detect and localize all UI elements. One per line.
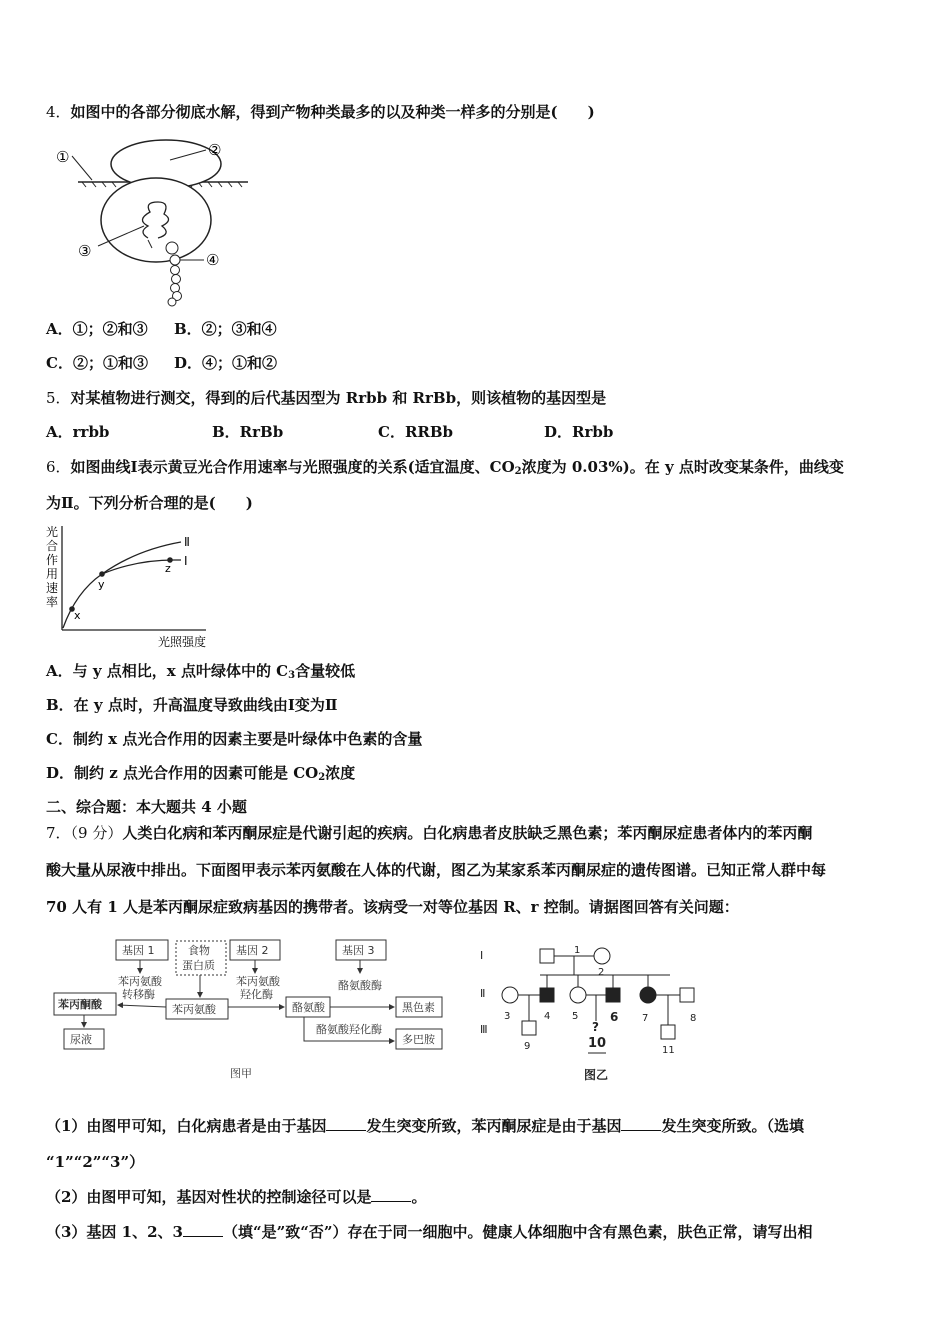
fig-b-n10: 10 bbox=[588, 1036, 607, 1051]
fig-a-melanin: 黑色素 bbox=[402, 1001, 435, 1014]
fig-b-gen-3: Ⅲ bbox=[480, 1023, 488, 1036]
q6-stem-part-2: 浓度为 0.03%)。在 y 点时改变某条件，曲线变 bbox=[521, 458, 844, 476]
q6-option-c[interactable]: C．制约 x 点光合作用的因素主要是叶绿体中色素的含量 bbox=[46, 730, 423, 748]
q7-sub-3-text-a: （3）基因 1、2、3 bbox=[46, 1223, 183, 1241]
fig-a-ppa: 苯丙酮酸 bbox=[58, 998, 102, 1011]
q6-label-curve-1: Ⅰ bbox=[184, 554, 188, 568]
section-heading: 二、综合题：本大题共 4 小题 bbox=[46, 798, 247, 816]
q4-options-row-1 bbox=[46, 319, 277, 339]
q5-option-c[interactable]: C．RRBb bbox=[378, 423, 454, 441]
q5-option-a[interactable]: A．rrbb bbox=[46, 423, 110, 441]
q7-sub-2-text-a: （2）由图甲可知，基因对性状的控制途径可以是 bbox=[46, 1188, 372, 1206]
q6-ylabel-char: 光 bbox=[46, 525, 59, 539]
q7-sub-2-blank[interactable] bbox=[371, 1187, 411, 1202]
q6-point-y bbox=[99, 571, 105, 577]
q7-figure-a bbox=[50, 935, 450, 1085]
q7-sub-1-text-b: 发生突变所致，苯丙酮尿症是由于基因 bbox=[366, 1117, 622, 1135]
q7-sub-1-blank-2[interactable] bbox=[621, 1116, 661, 1131]
q7-figure-b bbox=[470, 925, 710, 1090]
fig-a-enzyme4: 酪氨酸羟化酶 bbox=[316, 1023, 382, 1036]
q7-sub-1-line-1 bbox=[46, 1116, 804, 1136]
q6-ylabel-char: 率 bbox=[46, 595, 59, 609]
q7-stem-line-2: 酸大量从尿液中排出。下面图甲表示苯丙氨酸在人体的代谢，图乙为某家系苯丙酮尿症的遗传图谱。已知正常人群中每 bbox=[46, 861, 827, 879]
fig-a-gene1: 基因 1 bbox=[122, 944, 155, 957]
q4-option-b[interactable]: B．②；③和④ bbox=[174, 320, 277, 338]
q4-text: 如图中的各部分彻底水解，得到产物种类最多的以及种类一样多的分别是( ) bbox=[70, 103, 595, 121]
q6-option-d-text-1: D．制约 z 点光合作用的因素可能是 CO bbox=[46, 764, 319, 782]
fig-a-enzyme1-1: 苯丙氨酸 bbox=[118, 975, 162, 988]
q4-stem bbox=[46, 102, 595, 122]
q6-label-x: x bbox=[74, 609, 81, 622]
fig-a-food-1: 食物 bbox=[188, 944, 210, 957]
q6-option-a-text-1: A．与 y 点相比，x 点叶绿体中的 C bbox=[46, 662, 289, 680]
q4-option-c[interactable]: C．②；①和③ bbox=[46, 354, 148, 372]
fig-b-n1: 1 bbox=[574, 945, 581, 956]
q6-option-d-text-2: 浓度 bbox=[325, 764, 356, 782]
q7-sub-2 bbox=[46, 1187, 426, 1207]
q7-stem-line-3: 70 人有 1 人是苯丙酮尿症致病基因的携带者。该病受一对等位基因 R、r 控制。请据图回答有关问题： bbox=[46, 898, 739, 916]
q5-option-b[interactable]: B．RrBb bbox=[212, 423, 284, 441]
q4-option-a[interactable]: A．①；②和③ bbox=[46, 320, 148, 338]
q6-label-curve-2: Ⅱ bbox=[184, 535, 190, 549]
q4-options-row-2 bbox=[46, 353, 277, 373]
fig-b-gen-2: Ⅱ bbox=[480, 987, 486, 1000]
fig-b-n2: 2 bbox=[598, 967, 605, 978]
fig-a-enzyme3: 酪氨酸酶 bbox=[338, 979, 382, 992]
fig-b-unknown: ? bbox=[592, 1020, 599, 1034]
q4-option-d[interactable]: D．④；①和② bbox=[174, 354, 278, 372]
q7-score: （9 分） bbox=[70, 824, 123, 842]
q7-sub-2-text-b: 。 bbox=[411, 1188, 427, 1206]
fig-b-n8: 8 bbox=[690, 1013, 697, 1024]
q6-ylabel-char: 速 bbox=[46, 581, 59, 595]
q7-sub-3 bbox=[46, 1222, 813, 1242]
q6-option-d-sub: 2 bbox=[318, 772, 326, 783]
q6-number: 6． bbox=[46, 458, 71, 476]
fig-a-gene3: 基因 3 bbox=[342, 944, 375, 957]
q6-ylabel-char: 合 bbox=[46, 539, 59, 553]
q6-stem-sub: 2 bbox=[514, 466, 522, 477]
fig-b-n11: 11 bbox=[662, 1045, 675, 1056]
fig-a-caption: 图甲 bbox=[230, 1067, 252, 1080]
q6-option-b[interactable]: B．在 y 点时，升高温度导致曲线由Ⅰ变为Ⅱ bbox=[46, 696, 338, 714]
q6-stem-part-1: 如图曲线Ⅰ表示黄豆光合作用速率与光照强度的关系(适宜温度、CO bbox=[70, 458, 515, 476]
q7-stem-text-1: 人类白化病和苯丙酮尿症是代谢引起的疾病。白化病患者皮肤缺乏黑色素；苯丙酮尿症患者体内的苯丙酮 bbox=[122, 824, 813, 842]
q6-label-y: y bbox=[98, 578, 105, 591]
q7-sub-1-text-c: 发生突变所致。（选填 bbox=[661, 1117, 804, 1135]
fig-a-gene2: 基因 2 bbox=[236, 944, 269, 957]
q4-label-4: ④ bbox=[206, 251, 220, 269]
q6-curve-1 bbox=[63, 560, 181, 628]
q7-sub-3-text-b: （填“是”致“否”）存在于同一细胞中。健康人体细胞中含有黑色素，肤色正常，请写出相 bbox=[222, 1223, 813, 1241]
fig-a-food-2: 蛋白质 bbox=[182, 959, 215, 972]
q6-stem-line-2: 为Ⅱ。下列分析合理的是( ) bbox=[46, 494, 253, 512]
fig-b-caption: 图乙 bbox=[584, 1068, 609, 1082]
fig-b-n9: 9 bbox=[524, 1041, 531, 1052]
q5-text: 对某植物进行测交，得到的后代基因型为 Rrbb 和 RrBb，则该植物的基因型是 bbox=[70, 389, 607, 407]
fig-a-dopamine: 多巴胺 bbox=[402, 1033, 435, 1046]
fig-a-enzyme2-1: 苯丙氨酸 bbox=[236, 975, 280, 988]
fig-a-tyr: 酪氨酸 bbox=[292, 1001, 325, 1014]
q5-stem bbox=[46, 388, 606, 408]
fig-a-phe: 苯丙氨酸 bbox=[172, 1003, 216, 1016]
q7-sub-1-text-a: （1）由图甲可知，白化病患者是由于基因 bbox=[46, 1117, 327, 1135]
q6-option-d[interactable] bbox=[46, 763, 355, 788]
q6-option-a-text-2: 含量较低 bbox=[295, 662, 356, 680]
fig-b-gen-1: Ⅰ bbox=[480, 949, 484, 962]
q4-label-3: ③ bbox=[78, 242, 92, 260]
q6-figure bbox=[46, 522, 216, 652]
q5-number: 5． bbox=[46, 389, 71, 407]
q6-ylabel-char: 作 bbox=[46, 553, 59, 567]
q7-sub-1-blank-1[interactable] bbox=[326, 1116, 366, 1131]
fig-a-enzyme1-2: 转移酶 bbox=[122, 988, 155, 1001]
q4-label-1: ① bbox=[56, 148, 70, 166]
q5-option-d[interactable]: D．Rrbb bbox=[544, 423, 614, 441]
fig-b-n3: 3 bbox=[504, 1011, 511, 1022]
q7-number: 7． bbox=[46, 824, 71, 842]
q7-stem-line-1 bbox=[46, 823, 812, 843]
fig-b-n5: 5 bbox=[572, 1011, 579, 1022]
fig-b-n6: 6 bbox=[610, 1010, 619, 1024]
q6-label-z: z bbox=[165, 562, 171, 575]
q6-xlabel: 光照强度 bbox=[158, 635, 207, 649]
q4-figure bbox=[48, 130, 258, 308]
q6-stem-line-1 bbox=[46, 457, 844, 482]
fig-b-n4: 4 bbox=[544, 1011, 551, 1022]
q6-option-a-sub: 3 bbox=[288, 670, 296, 681]
q5-options bbox=[46, 422, 613, 442]
fig-b-n7: 7 bbox=[642, 1013, 649, 1024]
fig-a-enzyme2-2: 羟化酶 bbox=[240, 988, 273, 1001]
q4-number: 4． bbox=[46, 103, 71, 121]
q4-label-2: ② bbox=[208, 141, 222, 159]
q7-sub-1-line-2: “1”“2”“3”） bbox=[46, 1153, 145, 1171]
fig-a-urine: 尿液 bbox=[70, 1033, 92, 1046]
q6-ylabel-char: 用 bbox=[46, 567, 59, 581]
q6-option-a[interactable] bbox=[46, 661, 355, 686]
q7-sub-3-blank[interactable] bbox=[183, 1222, 223, 1237]
